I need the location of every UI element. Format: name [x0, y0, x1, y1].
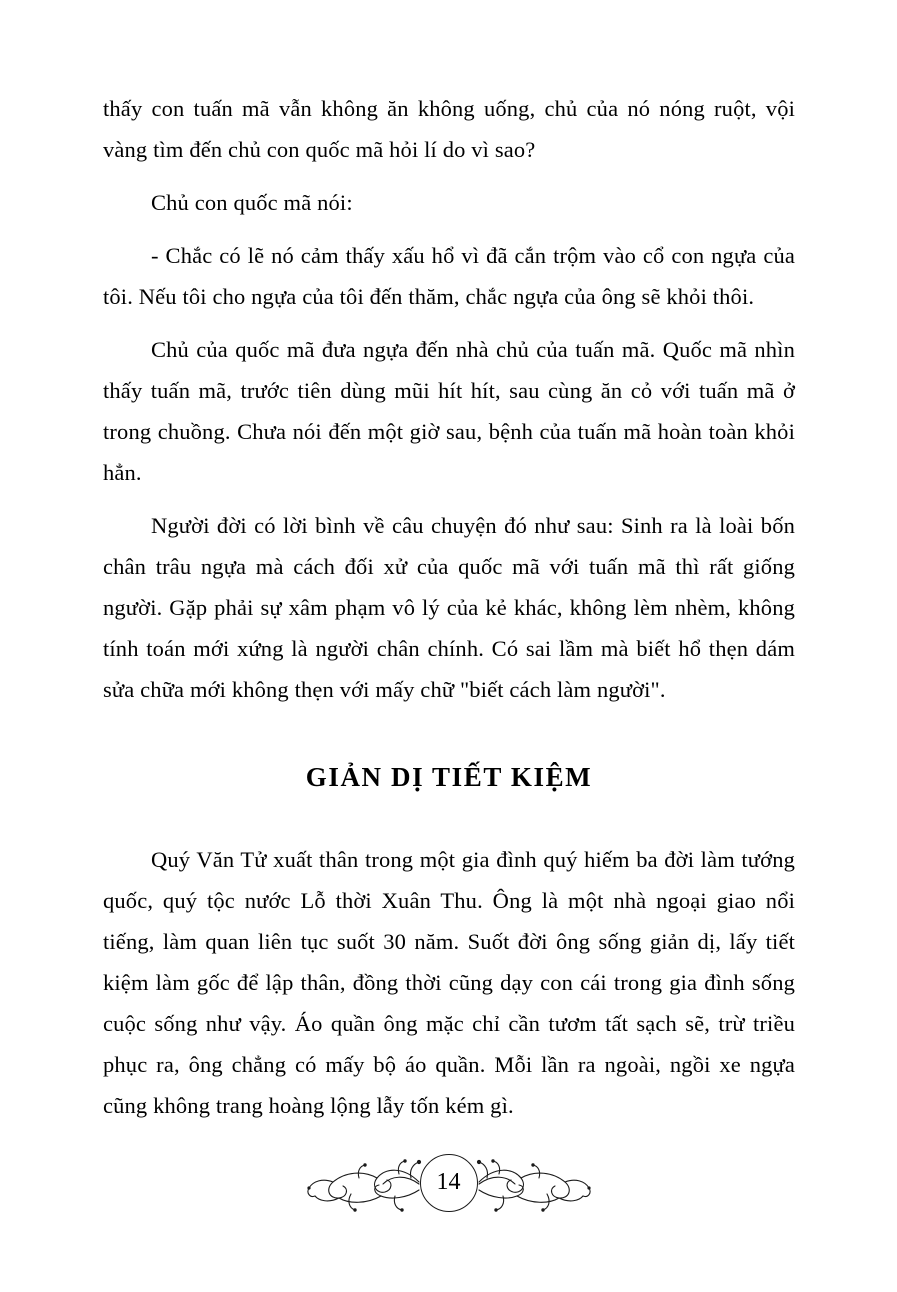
section-heading-block — [103, 762, 795, 793]
footer-ornament — [299, 1148, 599, 1228]
paragraph-spacer — [103, 317, 795, 329]
paragraph-spacer — [103, 170, 795, 182]
page-content — [103, 88, 795, 1126]
paragraph-spacer — [103, 493, 795, 505]
paragraph-narrative: Chủ của quốc mã đưa ngựa đến nhà chủ của tuấn mã. Quốc mã nhìn thấy tuấn mã, trước tiên dùng mũi hít hít, sau cùng ăn cỏ với tuấn mã ở trong chuồng. Chưa nói đến một giờ sau, bệnh của tuấn mã hoàn toàn khỏi hẳn. — [103, 337, 795, 485]
paragraph-moral: Người đời có lời bình về câu chuyện đó như sau: Sinh ra là loài bốn chân trâu ngựa mà cách đối xử của quốc mã với tuấn mã thì rất giống người. Gặp phải sự xâm phạm vô lý của kẻ khác, không lèm nhèm, không tính toán mới xứng là người chân chính. Có sai lầm mà biết hổ thẹn dám sửa chữa mới không thẹn với mấy chữ "biết cách làm người". — [103, 513, 795, 702]
paragraph-dialogue-line: - Chắc có lẽ nó cảm thấy xấu hổ vì đã cắn trộm vào cổ con ngựa của tôi. Nếu tôi cho ngựa của tôi đến thăm, chắc ngựa của ông sẽ khỏi thôi. — [103, 243, 795, 309]
paragraph-dialogue-intro: Chủ con quốc mã nói: — [151, 190, 353, 215]
paragraph-section-opening: Quý Văn Tử xuất thân trong một gia đình quý hiếm ba đời làm tướng quốc, quý tộc nước Lỗ thời Xuân Thu. Ông là một nhà ngoại giao nổi tiếng, làm quan liên tục suốt 30 năm. Suốt đời ông sống giản dị, lấy tiết kiệm làm gốc để lập thân, đồng thời cũng dạy con cái trong gia đình sống cuộc sống như vậy. Áo quần ông mặc chỉ cần tươm tất sạch sẽ, trừ triều phục ra, ông chẳng có mấy bộ áo quần. Mỗi lần ra ngoài, ngồi xe ngựa cũng không trang hoàng lộng lẫy tốn kém gì. — [103, 847, 795, 1118]
paragraph-continuation: thấy con tuấn mã vẫn không ăn không uống, chủ của nó nóng ruột, vội vàng tìm đến chủ con quốc mã hỏi lí do vì sao? — [103, 96, 795, 162]
page-number: 14 — [436, 1169, 461, 1195]
page-footer — [0, 1148, 897, 1238]
paragraph-spacer — [103, 223, 795, 235]
section-heading: GIẢN DỊ TIẾT KIỆM — [305, 762, 593, 792]
